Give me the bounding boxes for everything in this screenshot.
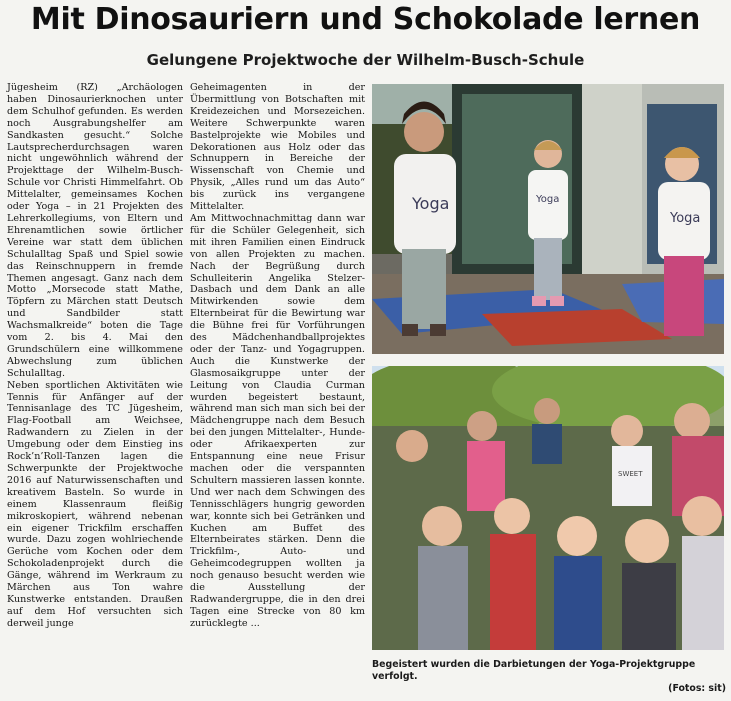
photo-audience-children — [372, 366, 724, 650]
photo-yoga-performance — [372, 84, 724, 354]
shirt-print-label: Yoga — [536, 194, 560, 205]
subheadline: Gelungene Projektwoche der Wilhelm-Busch-Schule — [146, 51, 585, 69]
article-paragraph: Neben sportlichen Aktivitäten wie Tennis für Anfänger auf der Tennisanlage des TC Jügesheim, Flag-Football am Weichsee, Radwandern zu Zielen in der Umgebung oder dem Einstieg ins Rock’n’Roll-Tanzen lagen die Schwerpunkte der Projektwoche 2016 auf Naturwissenschaften und kreativem Basteln. So wurde in einem Klassenraum fleißig mikroskopiert, während nebenan ein eigener Trickfilm erschaffen wurde. Dazu zogen wohlriechende Gerüche vom Kochen oder dem Schokoladenprojekt durch die Gänge, während im Werkraum zu Märchen aus Ton wahre Kunstwerke entstanden. Draußen auf dem Hof versuchten sich derweil junge — [7, 379, 183, 629]
audience-illustration — [372, 366, 724, 650]
caption-text: Begeistert wurden die Darbietungen der Yoga-Projektgruppe verfolgt. — [372, 659, 696, 682]
shirt-print-label: Yoga — [412, 194, 450, 213]
child-shirt-print: SWEET — [618, 470, 643, 478]
article-paragraph: Am Mittwochnachmittag dann war für die Schüler Gelegenheit, sich mit ihren Familien einen Eindruck von allen Projekten zu machen. Nach der Begrüßung durch Schulleiterin Angelika Stelzer-Dasbach und dem Dank an alle Mitwirkenden sowie dem Elternbeirat für die Bewirtung war die Bühne frei für Vorführungen des Mädchenhandballprojektes oder der Tanz- und Yogagruppen. Auch die Kunstwerke der Glasmosaikgruppe unter der Leitung von Claudia Curman wurden begeistert bestaunt, während man sich man sich bei der Mädchengruppe nach dem Besuch bei den jungen Mittelalter-, Hunde- oder Afrikaexperten zur Entspannung eine neue Frisur machen oder die verspannten Schultern massieren lassen konnte. Und wer nach dem Schwingen des Tennisschlägers hungrig geworden war, konnte sich bei Getränken und Kuchen am Buffet des Elternbeirates stärken. Denn die Trickfilm-, Auto- und Geheimcodegruppen wollten ja noch genauso besucht werden wie die Ausstellung der Radwandergruppe, die in den drei Tagen eine Strecke von 80 km zurücklegte ... — [190, 212, 365, 629]
article-paragraph: Jügesheim (RZ) „Archäologen haben Dinosaurierknochen unter dem Schulhof gefunden. Es werden noch Ausgrabungshelfer am Sandkasten gesucht.“ Solche Lautsprecherdurchsagen waren nicht ungewöhnlich während der Projekttage der Wilhelm-Busch-Schule vor Christi Himmelfahrt. Ob Mittelalter, gemeinsames Kochen oder Yoga – in 21 Projekten des Lehrerkollegiums, von Eltern und Ehrenamtlichen sowie örtlicher Vereine war statt dem üblichen Schulalltag Spaß und Spiel sowie das Reinschnuppern in fremde Themen angesagt. Ganz nach dem Motto „Morsecode statt Mathe, Töpfern zu Märchen statt Deutsch und Sandbilder statt Wachsmalkreide“ boten die Tage vom 2. bis 4. Mai den Grundschülern eine willkommene Abwechslung zum üblichen Schulalltag. — [7, 82, 183, 379]
yoga-stage-illustration — [372, 84, 724, 354]
article-column-2 — [190, 82, 365, 630]
photo-credit: (Fotos: sit) — [668, 683, 726, 694]
article-column-1 — [7, 82, 183, 630]
article-paragraph: Geheimagenten in der Übermittlung von Botschaften mit Kreidezeichen und Morsezeichen. Weitere Schwerpunkte waren Bastelprojekte wie Mobiles und Dekorationen aus Holz oder das Schnuppern in Bereiche der Wissenschaft von Chemie und Physik, „Alles rund um das Auto“ bis zurück ins vergangene Mittelalter. — [190, 82, 365, 213]
shirt-print-label: Yoga — [670, 211, 701, 226]
headline: Mit Dinosauriern und Schokolade lernen — [30, 2, 701, 37]
photo-caption — [372, 659, 726, 695]
